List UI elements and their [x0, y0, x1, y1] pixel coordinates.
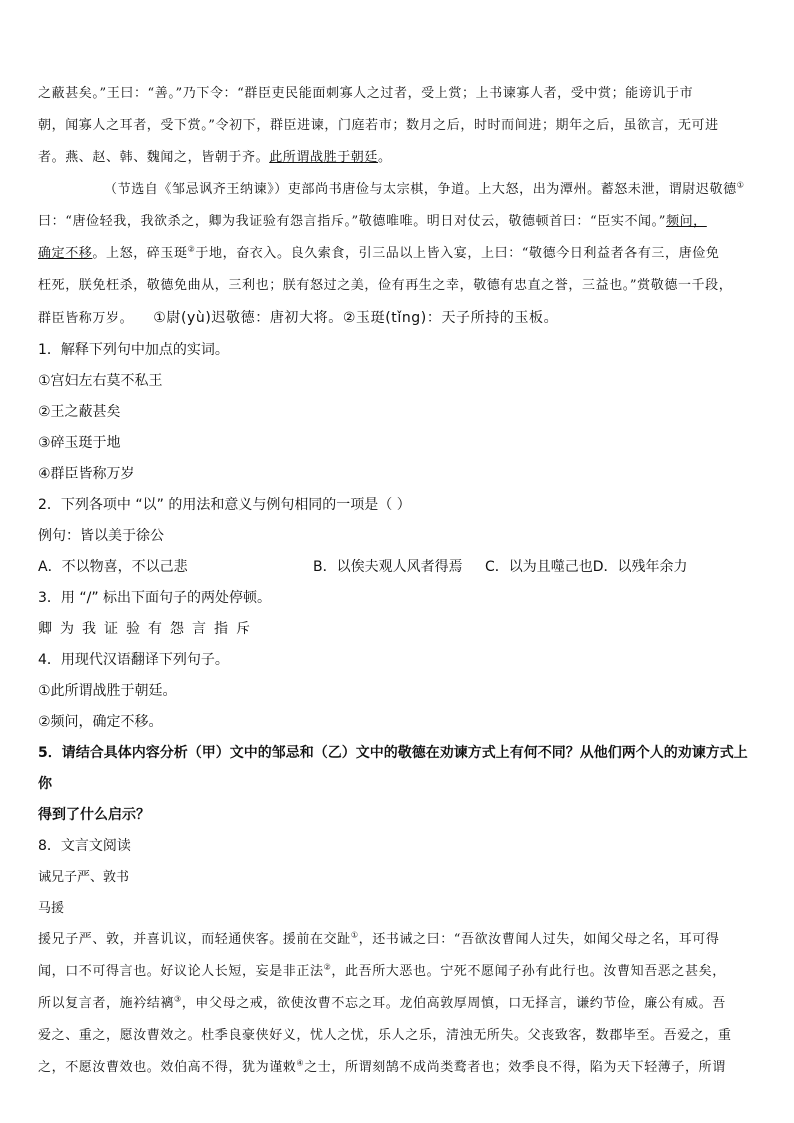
passage-jia-text: 。 — [378, 150, 392, 165]
passage-yi-line — [38, 238, 758, 270]
question-1: 1．解释下列句中加点的实词。 — [38, 342, 229, 358]
passage-author: 马援 — [38, 901, 65, 916]
passage-ma-line — [38, 1052, 758, 1084]
q2-options — [38, 552, 758, 583]
q1-item: ②王之蔽甚矣 — [38, 404, 121, 420]
q3-sentence: 卿为我证验有怨言指斥 — [38, 621, 258, 637]
question-8: 8．文言文阅读 — [38, 838, 131, 854]
q1-item: ①宫妇左右莫不私王 — [38, 373, 163, 389]
passage-title: 诫兄子严、敦书 — [38, 870, 130, 885]
footnote-marker: ② — [323, 962, 332, 972]
passage-ma-text: 之，不愿汝曹效也。效伯高不得，犹为谨敕 — [38, 1060, 297, 1075]
passage-ma-line — [38, 988, 758, 1020]
question-5-cont: 得到了什么启示？ — [38, 807, 150, 823]
passage-ma-text: ，申父母之戒，欲使汝曹不忘之耳。龙伯高敦厚周慎，口无择言，谦约节俭，廉公有威。吾 — [181, 996, 726, 1011]
passage-yi-line — [38, 302, 758, 335]
question-5: 5．请结合具体内容分析（甲）文中的邹忌和（乙）文中的敬德在劝谏方式上有何不同？从他们两个人的劝谏方式上你 — [38, 745, 748, 792]
passage-yi-line: 枉死，朕免枉杀，敬德免曲从，三利也；朕有怒过之美，俭有再生之幸，敬德有忠直之誉，三益也。”赏敬德一千段， — [38, 278, 733, 293]
passage-ma-line: 爱之、重之，愿汝曹效之。杜季良豪侠好义，忧人之忧，乐人之乐，清浊无所失。父丧致客，数郡毕至。吾爱之，重 — [38, 1028, 732, 1043]
passage-yi-text: 群臣皆称万岁。 — [38, 311, 134, 326]
footnote-marker: ① — [736, 180, 745, 190]
option-b: B．以俟夫观人风者得焉 — [313, 559, 463, 575]
passage-ma-text: 闻，口不可得言也。好议论人长短，妄是非正法 — [38, 964, 324, 979]
passage-yi-line — [38, 206, 758, 238]
q4-item: ①此所谓战胜于朝廷。 — [38, 683, 177, 699]
passage-ma-text: 所以复言者，施衿结褵 — [38, 996, 175, 1011]
passage-yi-text: 。上怒，碎玉珽 — [92, 246, 188, 261]
underlined-phrase: 频问， — [665, 214, 707, 229]
footnote-marker: ① — [350, 930, 359, 940]
footnote-marker: ③ — [174, 994, 182, 1004]
passage-ma-text: ，还书诫之曰：“吾欲汝曹闻人过失，如闻父母之名，耳可得 — [358, 932, 720, 947]
passage-ma-text: 之士，所谓刻鹄不成尚类鹜者也；效季良不得，陷为天下轻薄子，所谓 — [304, 1060, 726, 1075]
passage-ma-text: ，此吾所大恶也。宁死不愿闻子孙有此行也。汝曹知吾恶之甚矣， — [331, 964, 726, 979]
passage-jia-line: 之蔽甚矣。”王曰：“善。”乃下令：“群臣吏民能面刺寡人之过者，受上赏；上书谏寡人者，受中赏；能谤讥于市 — [38, 86, 694, 101]
passage-yi-text: （节选自《邹忌讽齐王纳谏》）吏部尚书唐俭与太宗棋，争道。上大怒，出为潭州。蓄怒未泄，谓尉迟敬德 — [104, 182, 737, 197]
passage-ma-line — [38, 924, 758, 956]
footnote-1: ①尉(yù)迟敬德：唐初大将。 — [153, 310, 343, 326]
passage-jia-line — [38, 142, 758, 174]
question-4: 4．用现代汉语翻译下列句子。 — [38, 652, 229, 668]
question-2: 2．下列各项中 “以” 的用法和意义与例句相同的一项是（ ） — [38, 497, 411, 513]
option-a: A．不以物喜，不以己悲 — [38, 559, 188, 575]
passage-yi-text: 曰：“唐俭轻我，我欲杀之，卿为我证验有怨言指斥。”敬德唯唯。明日对仗云，敬德顿首曰：“臣实不闻。” — [38, 214, 666, 229]
footnote-marker: ④ — [296, 1058, 305, 1068]
document-page — [38, 78, 758, 1084]
footnote-2: ②玉珽(tǐng)：天子所持的玉板。 — [342, 310, 559, 326]
q1-item: ④群臣皆称万岁 — [38, 466, 135, 482]
question-3: 3．用 “/” 标出下面句子的两处停顿。 — [38, 590, 272, 606]
q4-item: ②频问，确定不移。 — [38, 714, 163, 730]
footnote-marker: ② — [187, 244, 196, 254]
passage-yi-text: 于地，奋衣入。良久索食，引三品以上皆入宴，上曰：“敬德今日利益者各有三，唐俭免 — [195, 246, 720, 261]
option-c: C．以为且噬己也 — [485, 559, 593, 575]
underlined-sentence: 此所谓战胜于朝廷 — [269, 150, 379, 165]
q2-example: 例句：皆以美于徐公 — [38, 528, 164, 544]
passage-ma-text: 援兄子严、敦，并喜讥议，而轻通侠客。援前在交趾 — [38, 932, 351, 947]
passage-jia-text: 者。燕、赵、韩、魏闻之，皆朝于齐。 — [38, 150, 270, 165]
q1-item: ③碎玉珽于地 — [38, 435, 121, 451]
option-d: D．以残年余力 — [592, 559, 688, 575]
passage-jia-line: 朝，闻寡人之耳者，受下赏。”令初下，群臣进谏，门庭若市；数月之后，时时而间进；期年之后，虽欲言，无可进 — [38, 118, 719, 133]
passage-ma-line — [38, 956, 758, 988]
passage-yi-line — [38, 174, 758, 206]
underlined-phrase: 确定不移 — [38, 246, 93, 261]
